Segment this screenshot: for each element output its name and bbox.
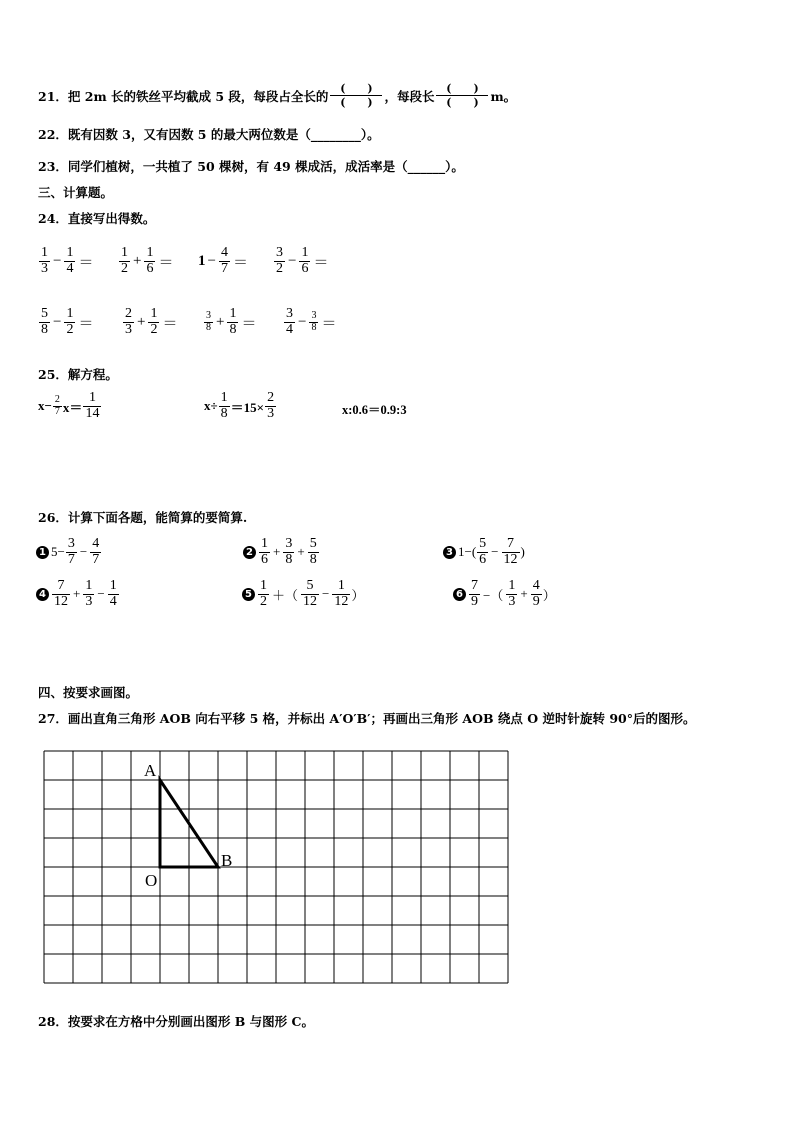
number-badge-1: 1 [36, 546, 49, 559]
calc-24-7: $\frac{3}{8}$ + $\frac{1}{8}$ ＝ [206, 306, 257, 337]
question-27: 27．画出直角三角形 AOB 向右平移 5 格，并标出 A′O′B′；再画出三角形 AOB 绕点 O 逆时针旋转 90°后的图形。 [38, 711, 696, 726]
equation-2: x÷ $\frac{1}{8}$ ＝15× $\frac{2}{3}$ [204, 390, 275, 421]
question-28: 28．按要求在方格中分别画出图形 B 与图形 C。 [38, 1014, 314, 1029]
problem-26-4: 4 $\frac{7}{12}$ + $\frac{1}{3}$ − $\frac{1}{4}$ [36, 579, 120, 609]
q21-text: 21．把 2m 长的铁丝平均截成 5 段，每段占全长的 [38, 88, 329, 104]
q21-text-2: ，每段长 [384, 88, 435, 104]
calc-24-4: $\frac{3}{2}$ − $\frac{1}{6}$ ＝ [276, 245, 329, 276]
problem-26-3: 3 1−( $\frac{5}{6}$ − $\frac{7}{12}$ ) [443, 537, 525, 567]
section-4-heading: 四、按要求画图。 [38, 685, 139, 700]
question-24-title: 24．直接写出得数。 [38, 211, 156, 226]
question-26-title: 26．计算下面各题，能简算的要简算. [38, 510, 248, 525]
calc-24-8: $\frac{3}{4}$ − $\frac{3}{8}$ ＝ [286, 306, 337, 337]
q21-unit: m。 [490, 88, 517, 104]
question-22: 22．既有因数 3，又有因数 5 的最大两位数是（________）。 [38, 127, 380, 142]
equation-1: x− $\frac{2}{7}$ x＝ $\frac{1}{14}$ [38, 390, 100, 421]
question-25-title: 25．解方程。 [38, 367, 118, 382]
label-b: B [221, 851, 233, 870]
number-badge-4: 4 [36, 588, 49, 601]
calc-24-2: $\frac{1}{2}$ + $\frac{1}{6}$ ＝ [121, 245, 174, 276]
calc-24-6: $\frac{2}{3}$ + $\frac{1}{2}$ ＝ [125, 306, 178, 337]
label-a: A [144, 761, 157, 780]
label-o: O [145, 871, 158, 890]
problem-26-6: 6 $\frac{7}{9}$ −（ $\frac{1}{3}$ + $\frac{4}{9}$ ） [453, 579, 556, 609]
problem-26-2: 2 $\frac{1}{6}$ + $\frac{3}{8}$ + $\frac{5}{8}$ [243, 537, 320, 567]
q21-blank-fraction-2[interactable]: ( ) ( ) [436, 82, 488, 109]
q21-blank-fraction-1[interactable]: ( ) ( ) [330, 82, 382, 109]
calc-24-5: $\frac{5}{8}$ − $\frac{1}{2}$ ＝ [41, 306, 94, 337]
number-badge-6: 6 [453, 588, 466, 601]
number-badge-3: 3 [443, 546, 456, 559]
problem-26-1: 1 5− $\frac{3}{7}$ − $\frac{4}{7}$ [36, 537, 102, 567]
calc-24-3: 1 − $\frac{4}{7}$ ＝ [198, 245, 248, 276]
calc-24-1: $\frac{1}{3}$ − $\frac{1}{4}$ ＝ [41, 245, 94, 276]
section-3-heading: 三、计算题。 [38, 185, 114, 200]
equation-3: x:0.6＝0.9:3 [342, 403, 407, 417]
number-badge-5: 5 [242, 588, 255, 601]
number-badge-2: 2 [243, 546, 256, 559]
problem-26-5: 5 $\frac{1}{2}$ ＋（ $\frac{5}{12}$ − $\frac{1}{12}$ ） [242, 579, 364, 609]
question-23: 23．同学们植树，一共植了 50 棵树，有 49 棵成活，成活率是（______）。 [38, 159, 464, 174]
